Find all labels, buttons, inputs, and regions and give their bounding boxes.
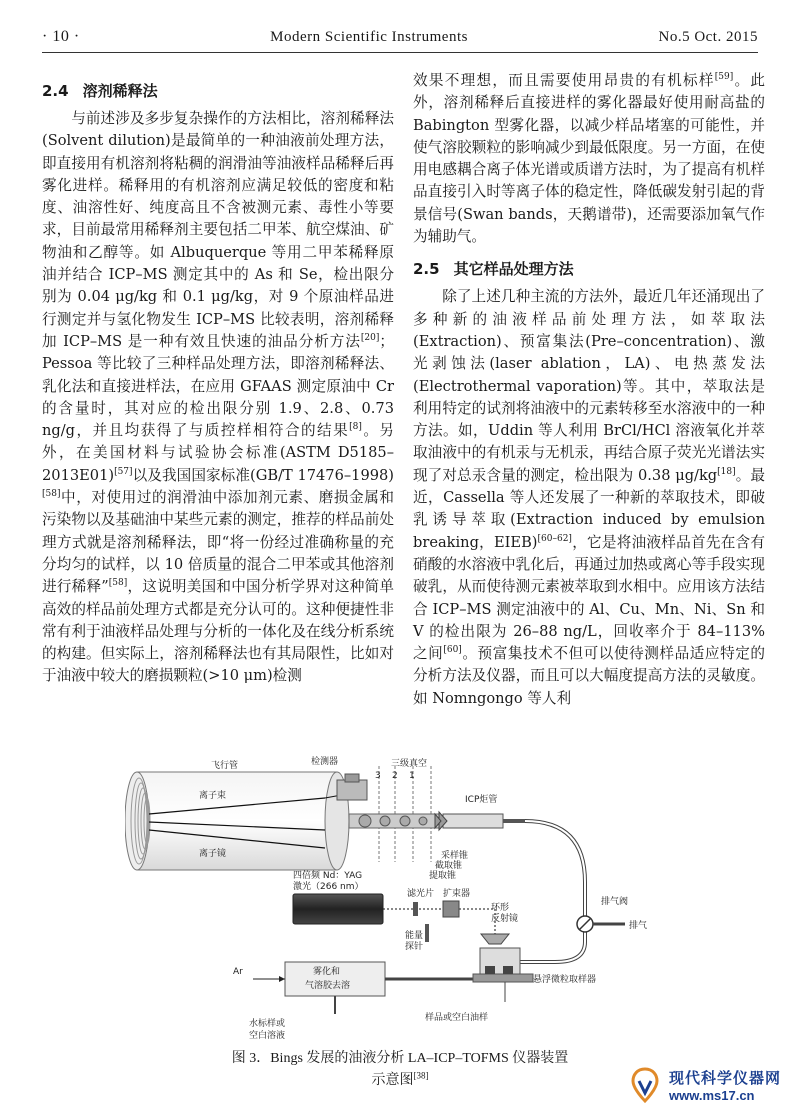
- transfer-tube: [505, 821, 585, 962]
- section-heading-2-5: [413, 256, 765, 282]
- label-three-stage-vacuum: 三级真空: [391, 759, 428, 769]
- nebulizer: [253, 962, 480, 1014]
- label-sampler: 悬浮微粒取样器: [533, 975, 597, 985]
- label-beam-expander: 扩束器: [443, 889, 471, 899]
- label-sampler-cone: 采样锥: [441, 851, 469, 861]
- label-ring-mirror-line2: 反射镜: [491, 914, 519, 924]
- text-run: 。预富集技术不但可以使待测样品适应特定的分析方法及仪器，而且可以大幅度提高方法的灵敏度。如 Nomngongo 等人利: [413, 645, 765, 707]
- label-exhaust: 排气: [629, 921, 648, 931]
- page-number: · 10 ·: [42, 28, 80, 45]
- citation[interactable]: [38]: [413, 1070, 429, 1081]
- citation[interactable]: [58]: [42, 489, 61, 500]
- right-column: [413, 70, 765, 710]
- label-exhaust-valve: 排气阀: [601, 897, 629, 907]
- text-run: 效果不理想，而且需要使用昂贵的有机标样: [413, 72, 715, 89]
- beam-expander: [443, 901, 459, 917]
- text-run: 以及我国国家标准(GB/T 17476–1998): [132, 466, 394, 484]
- text-run: 中，对使用过的润滑油中添加剂元素、磨损金属和污染物以及基础油中某些元素的测定，推荐的样品前处理方式就是溶剂稀释法，即“将一份经过准确称量的充分均匀的试样，以 10 倍质量的混合二甲苯或其他溶剂进行稀释”: [42, 489, 394, 596]
- watermark: [625, 1063, 795, 1107]
- laser: [293, 894, 509, 944]
- label-icp-torch: ICP炬管: [465, 795, 498, 805]
- label-filter: 滤光片: [407, 889, 435, 899]
- citation[interactable]: [59]: [714, 72, 734, 83]
- ring-mirror: [481, 934, 509, 944]
- text-run: ；Pessoa 等比较了三种样品处理方法，即溶剂稀释法、乳化法和直接进样法，在应用 GFAAS 测定原油中 Cr 的含量时，其对应的检出限分别 1.9、2.8、0.73 ng/g，并且均获得了与质控样相符合的结果: [42, 332, 394, 440]
- section-title: 溶剂稀释法: [82, 82, 158, 100]
- label-stage-3: 3: [375, 771, 381, 781]
- citation[interactable]: [57]: [114, 466, 133, 477]
- paragraph-other-methods: [413, 286, 765, 710]
- text-run: 。另外，在美国材料与试验协会标准(ASTM D5185–2013E01): [42, 422, 394, 484]
- label-ion-beam: 离子束: [199, 791, 227, 801]
- label-aqueous-line2: 空白溶液: [249, 1031, 286, 1041]
- figure-la-icp-tofms: [125, 752, 685, 1044]
- label-stage-2: 2: [392, 771, 398, 781]
- icp-torch: [435, 812, 525, 830]
- energy-probe: [425, 924, 429, 942]
- site-logo-icon: [625, 1065, 665, 1105]
- watermark-url: www.ms17.cn: [669, 1088, 755, 1103]
- watermark-name: 现代科学仪器网: [669, 1069, 782, 1087]
- label-aqueous-line1: 水标样或: [249, 1019, 286, 1029]
- text-run: 与前述涉及多步复杂操作的方法相比，溶剂稀释法(Solvent dilution)是最简单的一种油液前处理方法，即直接用有机溶剂将粘稠的润滑油等油液样品稀释后再雾化进样。稀释用的有机溶剂应满足较低的密度和粘度、油溶性好、纯度高且不含被测元素、毒性小等要求，目前最常用稀释剂主要包括二甲苯、航空煤油、矿物油和乙醇等。如 Albuquerque 等用二甲苯稀释原油并结合 ICP–MS 测定其中的 As 和 Se，检出限分别为 0.04 μg/kg 和 0.1 μg/kg，对 9 个原油样品进行测定并与氢化物发生 ICP–MS 比较表明，溶剂稀释加 ICP–MS 是一种有效且快速的油品分析方法: [42, 110, 394, 350]
- label-laser-line2: 激光（266 nm）: [293, 882, 364, 892]
- text-run: ，这说明美国和中国分析学界对这种简单高效的样品前处理方式都是充分认可的。这种便捷性非常有利于油液样品处理与分析的一体化及在线分析系统的构建。但实际上，溶剂稀释法也有其局限性，比如对于油液中较大的磨损颗粒(>10 μm)检测: [42, 578, 394, 685]
- citation[interactable]: [20]: [360, 333, 380, 344]
- label-laser-line1: 四倍频 Nd：YAG: [293, 871, 363, 881]
- citation[interactable]: [60–62]: [537, 533, 572, 544]
- watermark-text: [669, 1067, 781, 1103]
- issue-info: No.5 Oct. 2015: [658, 28, 758, 45]
- header-rule: [42, 52, 758, 53]
- label-energy-probe-line2: 探针: [405, 942, 424, 952]
- page-header: [42, 24, 758, 50]
- section-number: 2.4: [42, 82, 69, 100]
- left-column: [42, 70, 394, 688]
- journal-name: Modern Scientific Instruments: [270, 28, 468, 45]
- label-detector: 检测器: [311, 757, 339, 767]
- label-skimmer-cone: 截取锥: [435, 861, 463, 871]
- caption-line2: 示意图: [371, 1073, 414, 1088]
- flight-tube: [125, 772, 349, 870]
- label-energy-probe-line1: 能量: [405, 931, 424, 941]
- paragraph-continued: [413, 70, 765, 248]
- label-ar: Ar: [233, 967, 243, 977]
- exhaust-valve: [577, 916, 625, 932]
- label-ion-mirror: 离子镜: [199, 849, 227, 859]
- paragraph-solvent-dilution: [42, 108, 394, 688]
- caption-line1: 图 3．Bings 发展的油液分析 LA–ICP–TOFMS 仪器装置: [231, 1051, 569, 1066]
- label-nebulizer-line2: 气溶胶去溶: [305, 981, 351, 991]
- text-run: 。最近，Cassella 等人还发展了一种新的萃取技术，即破乳诱导萃取(Extraction induced by emulsion breaking，EIEB): [413, 466, 765, 551]
- section-heading-2-4: [42, 78, 394, 104]
- citation[interactable]: [60]: [443, 645, 462, 656]
- section-number: 2.5: [413, 260, 440, 279]
- text-run: ，它是将油液样品首先在含有硝酸的水溶液中乳化后，再通过加热或离心等手段实现破乳，从而使待测元素被萃取到水相中。应用该方法结合 ICP–MS 测定油液中的 Al、Cu、Mn、Ni、Sn 和 V 的检出限为 26–88 ng/L，回收率介于 84–113% 之间: [413, 533, 765, 663]
- citation[interactable]: [58]: [108, 578, 128, 589]
- label-nebulizer-line1: 雾化和: [313, 967, 341, 977]
- text-run: 。此外，溶剂稀释后直接进样的雾化器最好使用耐高盐的 Babington 型雾化器，以减少样品堵塞的可能性，并使气溶胶颗粒的影响减少到最低限度。另一方面，在使用电感耦合离子体光谱或质谱方法时，为了提高有机样品直接引入时等离子体的稳定性，降低碳发射引起的背景信号(Swan bands，天鹅谱带)，还需要添加氧气作为辅助气。: [413, 72, 765, 246]
- citation[interactable]: [18]: [717, 466, 736, 477]
- instrument-diagram: [125, 752, 685, 1044]
- label-stage-1: 1: [409, 771, 415, 781]
- citation[interactable]: [8]: [349, 422, 362, 433]
- label-oil-sample: 样品或空白油样: [425, 1013, 489, 1023]
- section-title: 其它样品处理方法: [453, 260, 574, 279]
- text-run: 除了上述几种主流的方法外，最近几年还涌现出了多种新的油液样品前处理方法，如萃取法(Extraction)、预富集法(Pre–concentration)、激光剥蚀法(laser ablation，LA)、电热蒸发法(Electrothermal vaporation)等。其中，萃取法是利用特定的试剂将油液中的元素转移至水溶液中的一种方法。如，Uddin 等人利用 BrCl/HCl 溶液氧化并萃取油液中的有机汞与无机汞，再结合原子荧光光谱法实现了对总汞含量的测定，检出限为 0.38 μg/kg: [413, 288, 765, 484]
- label-flight-tube: 飞行管: [211, 761, 239, 771]
- label-ring-mirror-line1: 环形: [491, 903, 510, 913]
- label-extraction-cone: 提取锥: [429, 871, 457, 881]
- sample-stage: [473, 948, 533, 1002]
